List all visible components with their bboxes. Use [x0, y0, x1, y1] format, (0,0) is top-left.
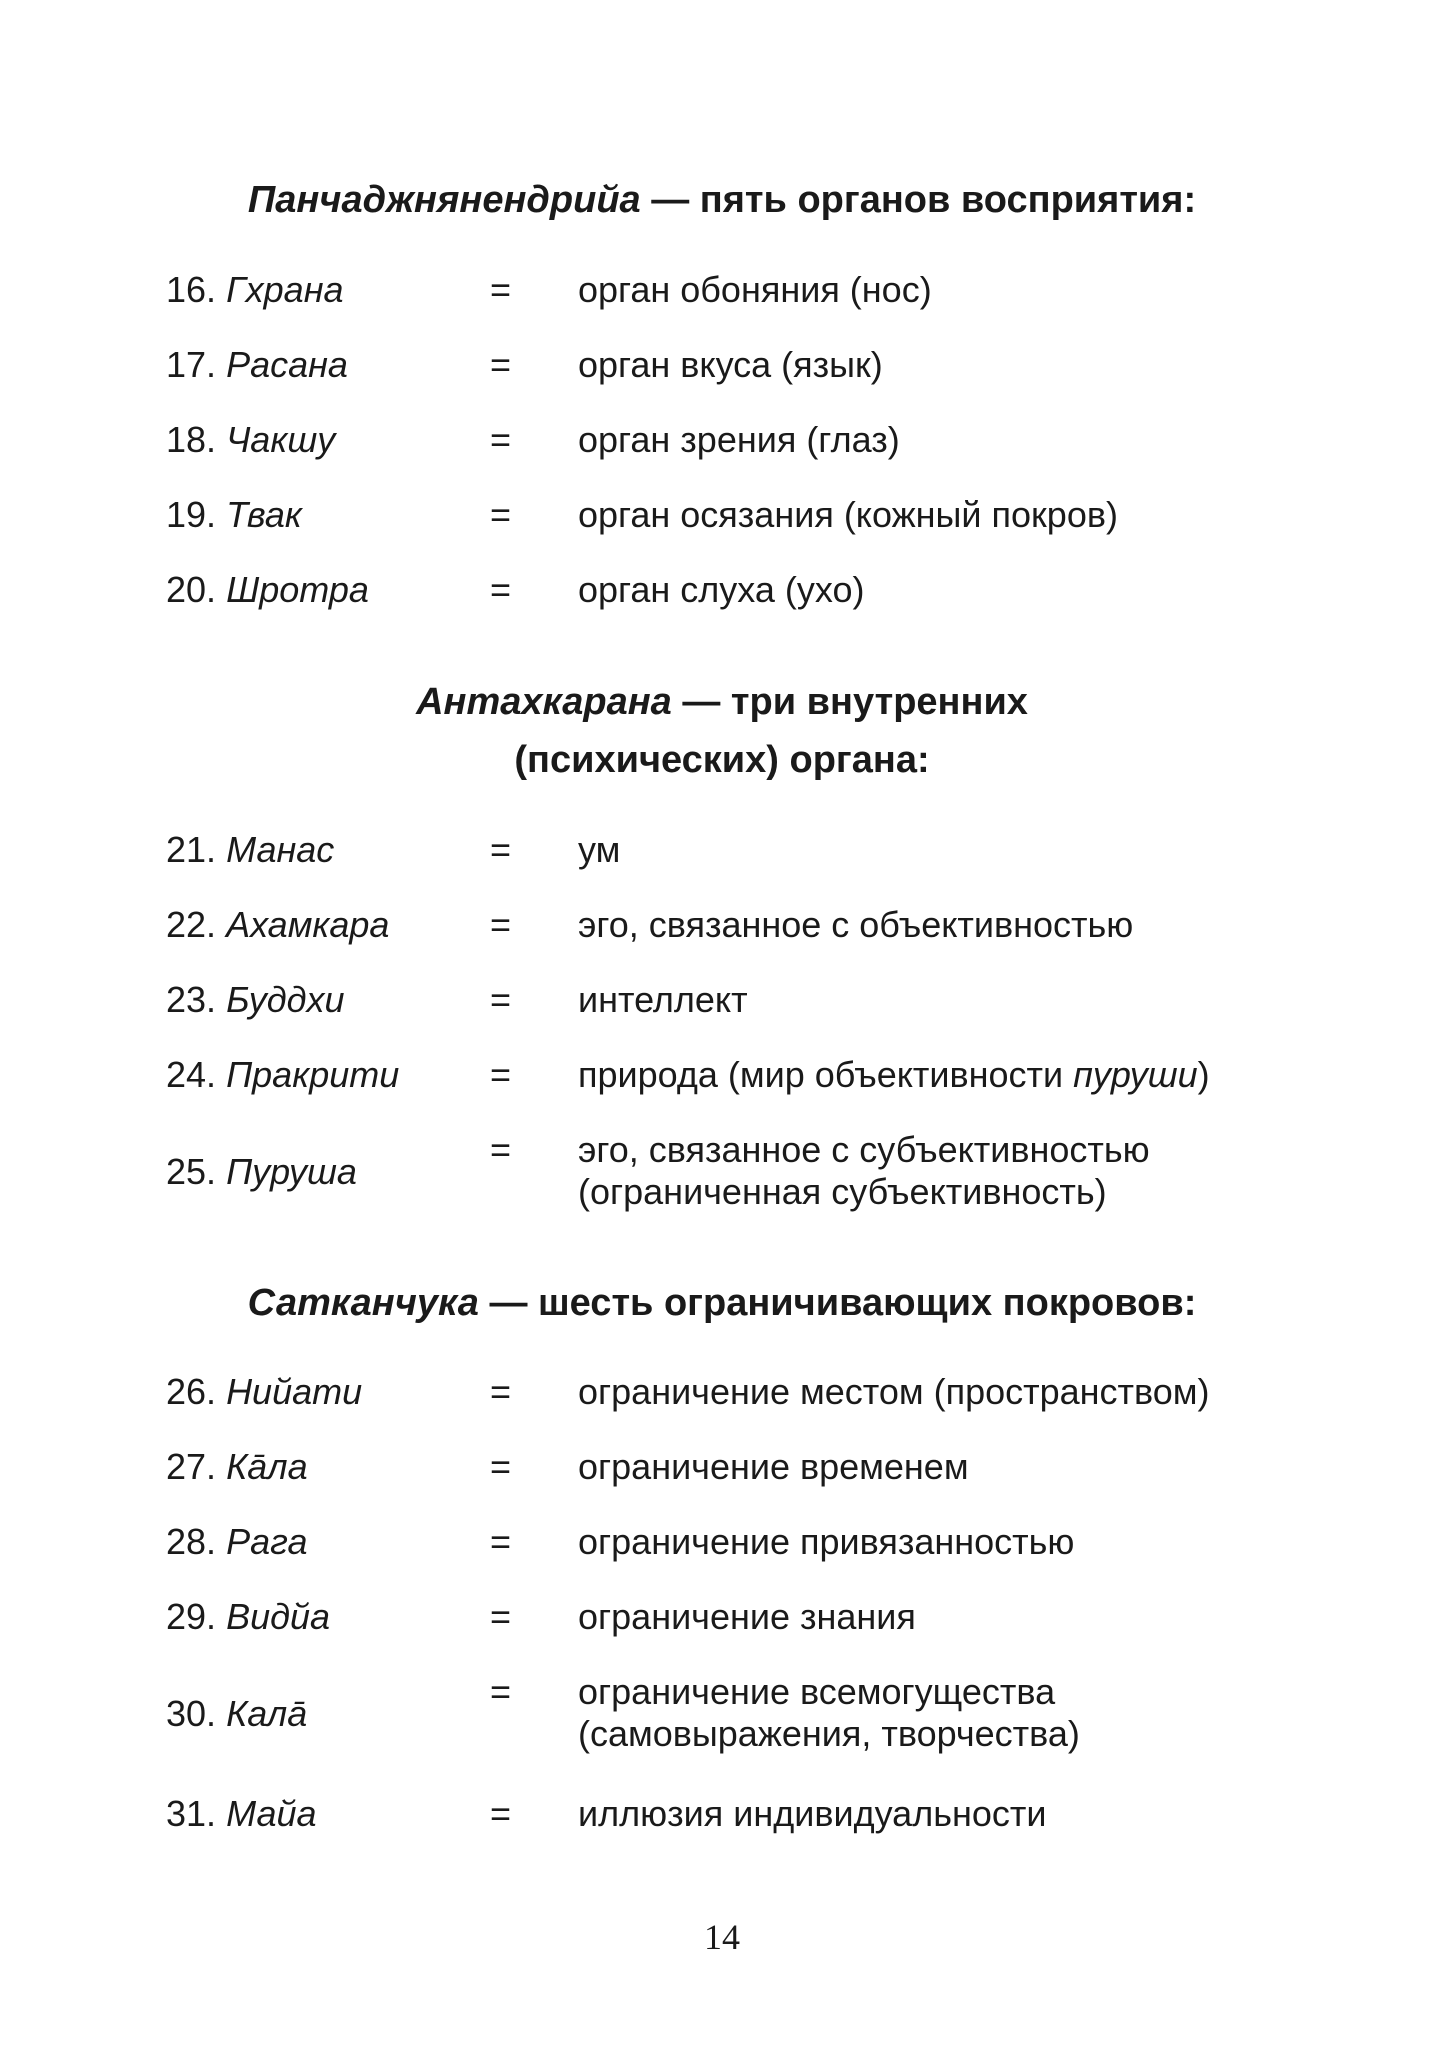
item-number: 30.: [166, 1693, 217, 1734]
item-term: Ахамкара: [226, 904, 390, 945]
equals-sign: =: [490, 1671, 512, 1712]
equals-sign: =: [490, 1446, 512, 1487]
equals-sign: =: [490, 904, 512, 945]
def-end: ): [1197, 1054, 1210, 1095]
heading-term: Панчаджнянендрийа: [247, 179, 641, 221]
heading-term: Сатканчука: [247, 1282, 479, 1324]
item-number: 26.: [166, 1371, 217, 1412]
item-definition: орган зрения (глаз): [578, 419, 900, 460]
item-number: 17.: [166, 344, 217, 385]
item-definition: эго, связанное с субъективностью: [578, 1129, 1150, 1170]
item-definition: ограничение всемогущества: [578, 1671, 1056, 1712]
def-text: природа (мир объективности: [578, 1054, 1074, 1095]
item-definition: орган осязания (кожный покров): [578, 494, 1118, 535]
item-definition: ограничение знания: [578, 1596, 916, 1637]
item-definition: ограничение местом (пространством): [578, 1371, 1210, 1412]
item-term: Пракрити: [226, 1054, 400, 1095]
item-definition: интеллект: [578, 979, 748, 1020]
item-number: 31.: [166, 1793, 217, 1834]
item-number: 18.: [166, 419, 217, 460]
item-term: Буддхи: [226, 979, 345, 1020]
heading-rest: — шесть ограничивающих покровов:: [478, 1282, 1197, 1324]
item-definition: ограничение привязанностью: [578, 1521, 1075, 1562]
item-definition: [578, 1053, 1210, 1097]
item-term: Шротра: [226, 569, 369, 610]
item-number: 20.: [166, 569, 217, 610]
equals-sign: =: [490, 1371, 512, 1412]
equals-sign: =: [490, 569, 512, 610]
section-heading-antahkarana: [0, 674, 1444, 730]
item-definition-line2: (самовыражения, творчества): [578, 1713, 1080, 1754]
item-number: 28.: [166, 1521, 217, 1562]
section-heading-panchadzhnyanendriya: [0, 172, 1444, 228]
item-number: 27.: [166, 1446, 217, 1487]
page-number: 14: [704, 1917, 740, 1957]
item-term: Видйа: [226, 1596, 331, 1637]
item-term: Чакшу: [226, 419, 336, 460]
item-term: Твак: [226, 494, 302, 535]
equals-sign: =: [490, 419, 512, 460]
equals-sign: =: [490, 1596, 512, 1637]
item-term: Пуруша: [226, 1151, 357, 1192]
section-heading-satkanchuka: [0, 1275, 1444, 1331]
equals-sign: =: [490, 1521, 512, 1562]
item-term: Рага: [226, 1521, 308, 1562]
def-italic-term: пуруши: [1073, 1054, 1198, 1095]
item-term: Калā: [226, 1693, 308, 1734]
item-definition-line2: (ограниченная субъективность): [578, 1171, 1107, 1212]
item-definition: ум: [578, 829, 621, 870]
item-definition: орган вкуса (язык): [578, 344, 883, 385]
equals-sign: =: [490, 269, 512, 310]
section-heading-line2: [0, 732, 1444, 788]
item-number: 19.: [166, 494, 217, 535]
item-term: Гхрана: [226, 269, 344, 310]
item-number: 29.: [166, 1596, 217, 1637]
item-definition: орган обоняния (нос): [578, 269, 932, 310]
item-number: 24.: [166, 1054, 217, 1095]
heading-line2: (психических) органа:: [514, 739, 930, 781]
item-term: Майа: [226, 1793, 317, 1834]
item-number: 23.: [166, 979, 217, 1020]
equals-sign: =: [490, 979, 512, 1020]
item-definition: иллюзия индивидуальности: [578, 1793, 1047, 1834]
heading-rest: — три внутренних: [671, 681, 1028, 723]
equals-sign: =: [490, 1129, 512, 1170]
item-number: 22.: [166, 904, 217, 945]
item-term: Манас: [226, 829, 335, 870]
item-number: 16.: [166, 269, 217, 310]
item-term: Расана: [226, 344, 348, 385]
item-term: Кāла: [226, 1446, 308, 1487]
equals-sign: =: [490, 494, 512, 535]
item-definition: эго, связанное с объективностью: [578, 904, 1134, 945]
item-definition: ограничение временем: [578, 1446, 969, 1487]
equals-sign: =: [490, 1054, 512, 1095]
equals-sign: =: [490, 1793, 512, 1834]
item-definition: орган слуха (ухо): [578, 569, 865, 610]
equals-sign: =: [490, 344, 512, 385]
item-number: 25.: [166, 1151, 217, 1192]
heading-rest: — пять органов восприятия:: [640, 179, 1197, 221]
item-term: Нийати: [226, 1371, 363, 1412]
item-number: 21.: [166, 829, 217, 870]
heading-term: Антахкарана: [416, 681, 672, 723]
equals-sign: =: [490, 829, 512, 870]
